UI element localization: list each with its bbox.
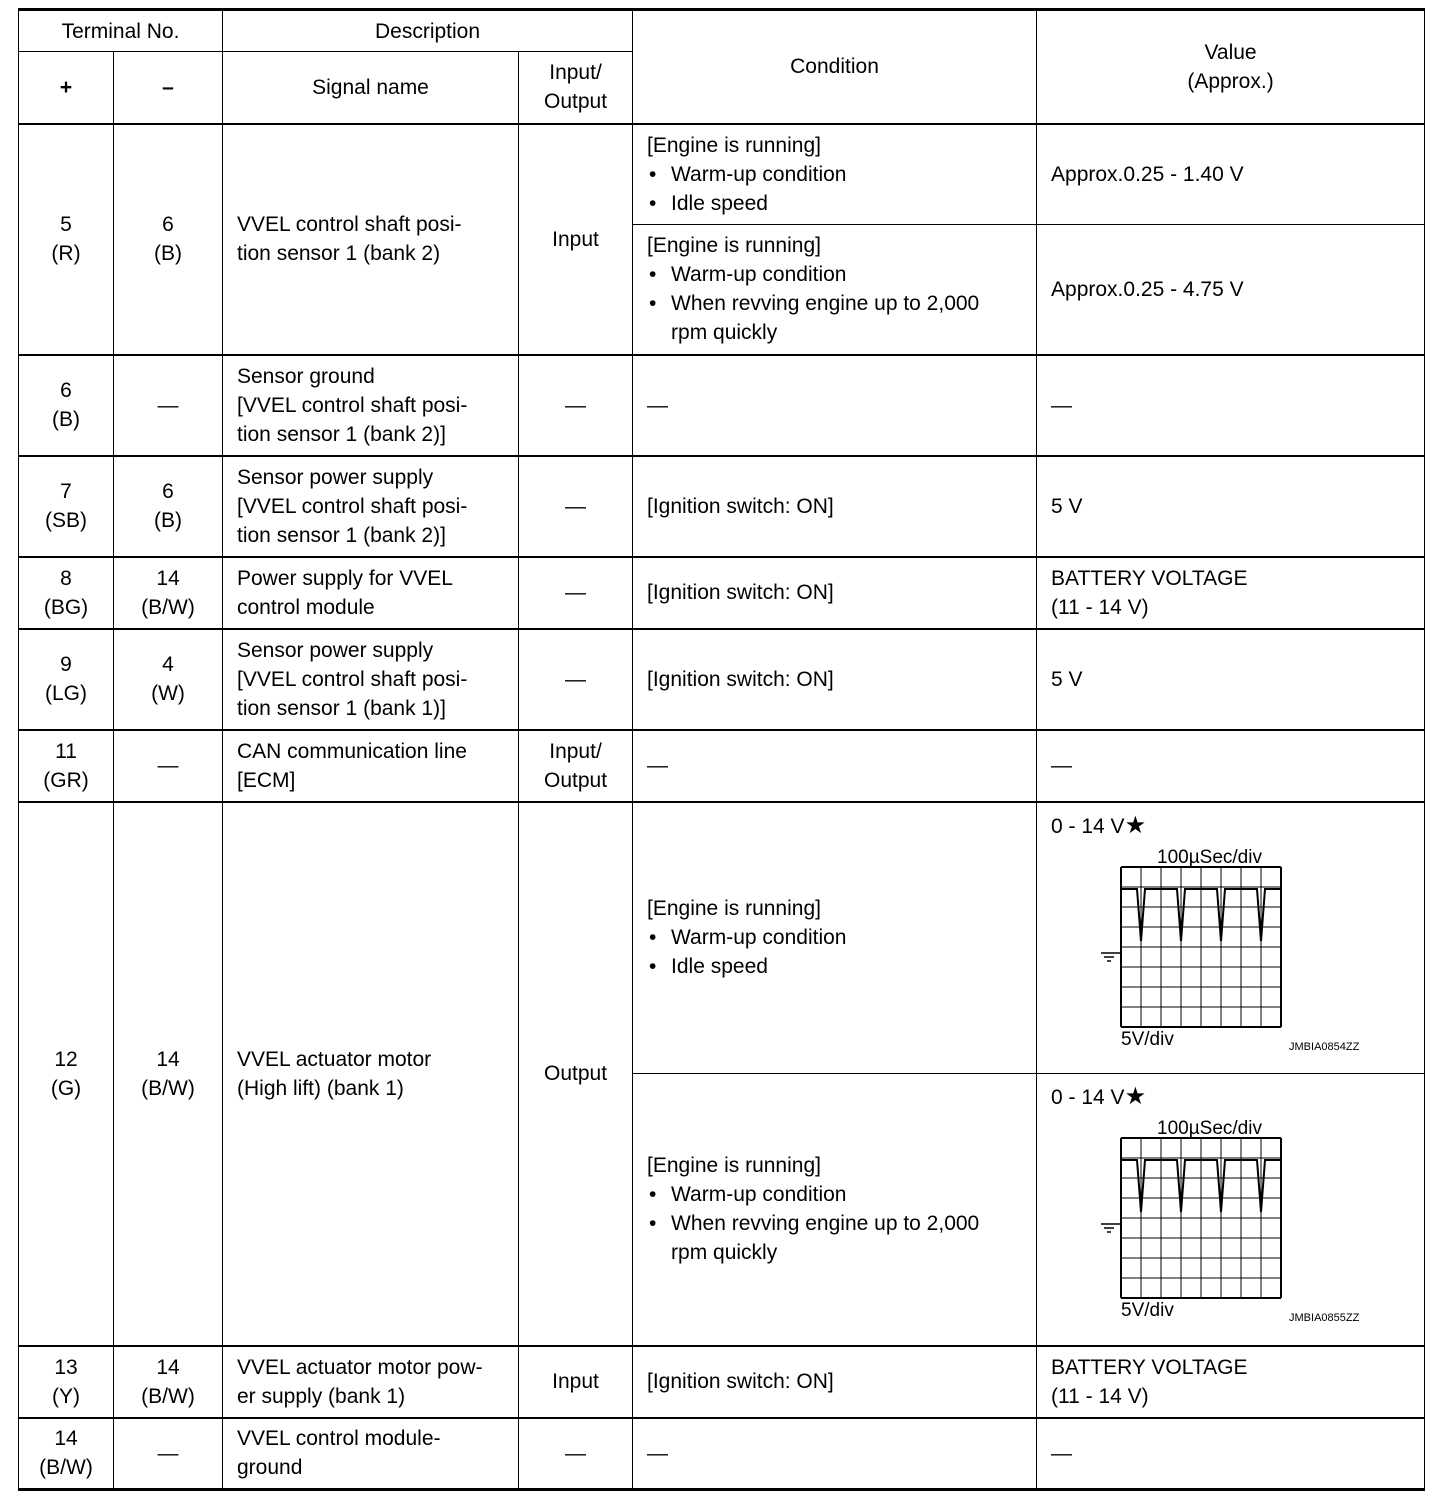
- star-icon: ★: [1124, 1083, 1147, 1110]
- plus-terminal: 13 (Y): [19, 1346, 114, 1418]
- condition: [Ignition switch: ON]: [633, 456, 1037, 557]
- plus-terminal: 12 (G): [19, 802, 114, 1346]
- signal-name: Sensor power supply [VVEL control shaft posi- tion sensor 1 (bank 2)]: [223, 456, 519, 557]
- minus-terminal: —: [114, 730, 223, 802]
- plus-terminal: 9 (LG): [19, 629, 114, 730]
- value: Approx.0.25 - 4.75 V: [1037, 225, 1425, 355]
- condition: —: [633, 1418, 1037, 1490]
- terminal-no-header: Terminal No.: [19, 10, 223, 52]
- condition: [Ignition switch: ON]: [633, 629, 1037, 730]
- io-type: Input: [519, 1346, 633, 1418]
- plus-terminal: 7 (SB): [19, 456, 114, 557]
- condition: [Engine is running] • Warm-up condition • Idle speed: [633, 802, 1037, 1074]
- value: —: [1037, 1418, 1425, 1490]
- minus-terminal: —: [114, 1418, 223, 1490]
- value: 5 V: [1037, 629, 1425, 730]
- condition-header: Condition: [633, 10, 1037, 124]
- condition: —: [633, 355, 1037, 456]
- table-row: [19, 355, 1425, 456]
- signal-name: VVEL control shaft posi- tion sensor 1 (bank 2): [223, 124, 519, 355]
- waveform-revving: 0 - 14 V★ 100µSec/div 5V/div JMBIA0855ZZ: [1051, 1082, 1381, 1330]
- io-type: —: [519, 456, 633, 557]
- condition: [Ignition switch: ON]: [633, 1346, 1037, 1418]
- io-type: Output: [519, 802, 633, 1346]
- io-type: —: [519, 629, 633, 730]
- table-row: [19, 557, 1425, 629]
- waveform-idle: 0 - 14 V★ 100µSec/div 5V/div JMBIA0854ZZ: [1051, 811, 1381, 1059]
- table-row: [19, 124, 1425, 225]
- value: Approx.0.25 - 1.40 V: [1037, 124, 1425, 225]
- star-icon: ★: [1124, 811, 1147, 839]
- minus-terminal: 4 (W): [114, 629, 223, 730]
- ground-icon: [1101, 1224, 1121, 1232]
- signal-name: VVEL control module- ground: [223, 1418, 519, 1490]
- description-header: Description: [223, 10, 633, 52]
- value: BATTERY VOLTAGE (11 - 14 V): [1037, 557, 1425, 629]
- signal-name-header: Signal name: [223, 52, 519, 124]
- volt-division: 5V/div: [1121, 1300, 1174, 1321]
- volt-division: 5V/div: [1121, 1028, 1174, 1050]
- minus-header: –: [114, 52, 223, 124]
- signal-name: VVEL actuator motor pow- er supply (bank 1): [223, 1346, 519, 1418]
- plus-header: +: [19, 52, 114, 124]
- minus-terminal: —: [114, 355, 223, 456]
- plus-terminal: 5 (R): [19, 124, 114, 355]
- condition: [Engine is running] • Warm-up condition • When revving engine up to 2,000 rpm quickly: [633, 1074, 1037, 1346]
- signal-name: VVEL actuator motor (High lift) (bank 1): [223, 802, 519, 1346]
- condition: [Engine is running] • Warm-up condition • Idle speed: [633, 124, 1037, 225]
- header-row-1: [19, 10, 1425, 52]
- minus-terminal: 6 (B): [114, 456, 223, 557]
- figure-code: JMBIA0854ZZ: [1289, 1040, 1360, 1053]
- figure-code: JMBIA0855ZZ: [1289, 1312, 1360, 1324]
- signal-name: CAN communication line [ECM]: [223, 730, 519, 802]
- value: BATTERY VOLTAGE (11 - 14 V): [1037, 1346, 1425, 1418]
- value: —: [1037, 355, 1425, 456]
- condition: [Engine is running] • Warm-up condition • When revving engine up to 2,000 rpm quickly: [633, 225, 1037, 355]
- plus-terminal: 14 (B/W): [19, 1418, 114, 1490]
- ground-icon: [1101, 953, 1121, 961]
- table-row: [19, 802, 1425, 1074]
- plus-terminal: 6 (B): [19, 355, 114, 456]
- table-row: [19, 629, 1425, 730]
- minus-terminal: 6 (B): [114, 124, 223, 355]
- table-row: [19, 1418, 1425, 1490]
- oscilloscope-graph: [1051, 1082, 1381, 1330]
- minus-terminal: 14 (B/W): [114, 1346, 223, 1418]
- signal-name: Power supply for VVEL control module: [223, 557, 519, 629]
- io-type: Input: [519, 124, 633, 355]
- value-header: Value (Approx.): [1037, 10, 1425, 124]
- table-row: [19, 1346, 1425, 1418]
- value: [1037, 1074, 1425, 1346]
- time-division: 100µSec/div: [1157, 846, 1262, 868]
- condition: —: [633, 730, 1037, 802]
- table-row: [19, 730, 1425, 802]
- table-row: [19, 456, 1425, 557]
- condition: [Ignition switch: ON]: [633, 557, 1037, 629]
- signal-name: Sensor power supply [VVEL control shaft posi- tion sensor 1 (bank 1)]: [223, 629, 519, 730]
- value: —: [1037, 730, 1425, 802]
- io-type: —: [519, 1418, 633, 1490]
- value: [1037, 802, 1425, 1074]
- io-type: —: [519, 557, 633, 629]
- oscilloscope-graph: [1051, 811, 1381, 1059]
- plus-terminal: 11 (GR): [19, 730, 114, 802]
- value: 5 V: [1037, 456, 1425, 557]
- time-division: 100µSec/div: [1157, 1118, 1262, 1139]
- terminal-table: [18, 8, 1425, 1491]
- signal-name: Sensor ground [VVEL control shaft posi- tion sensor 1 (bank 2)]: [223, 355, 519, 456]
- minus-terminal: 14 (B/W): [114, 802, 223, 1346]
- io-type: Input/ Output: [519, 730, 633, 802]
- io-type: —: [519, 355, 633, 456]
- io-header: Input/ Output: [519, 52, 633, 124]
- plus-terminal: 8 (BG): [19, 557, 114, 629]
- minus-terminal: 14 (B/W): [114, 557, 223, 629]
